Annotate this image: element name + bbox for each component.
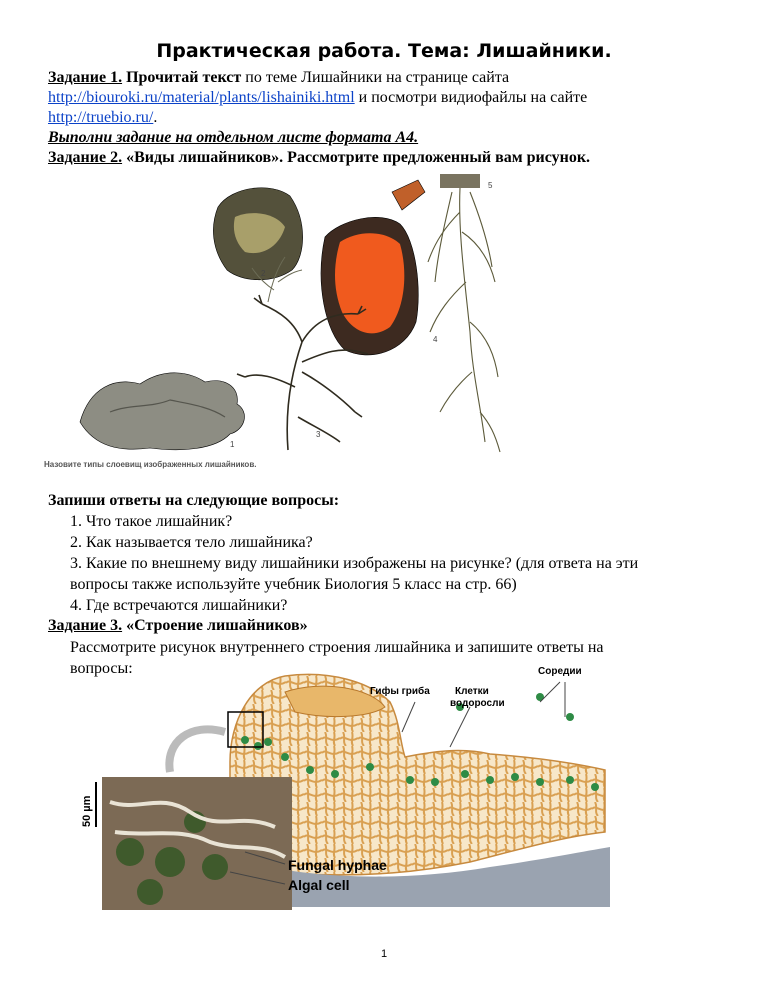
link-biouroki[interactable]: http://biouroki.ru/material/plants/lishainiki.html <box>48 89 355 106</box>
fig1-number-5: 5 <box>488 181 493 190</box>
label-fungal-hyphae: Fungal hyphae <box>288 857 387 873</box>
task1-text1: по теме Лишайники на странице сайта <box>241 69 510 86</box>
task3-label: Задание 3. <box>48 617 123 634</box>
task1-text2: и посмотри видиофайлы на сайте <box>354 89 588 106</box>
task3-body-1: Рассмотрите рисунок внутреннего строения лишайника и запишите ответы на <box>70 639 604 656</box>
task1-line3 <box>48 108 157 128</box>
inset-arrow-icon <box>169 729 225 772</box>
page-title: Практическая работа. Тема: Лишайники. <box>156 40 612 62</box>
label-soredia: Соредии <box>538 666 582 677</box>
task1-text3: . <box>153 109 158 126</box>
lichen-structure-figure <box>70 662 610 914</box>
question-2: 2. Как называется тело лишайника? <box>70 534 313 551</box>
task1-line1 <box>48 68 509 88</box>
label-hyphae-ru: Гифы гриба <box>370 686 430 697</box>
instruction: Выполни задание на отдельном листе формата А4. <box>48 129 419 146</box>
fig1-number-1: 1 <box>230 440 235 449</box>
task3-line <box>48 616 308 636</box>
fig1-number-3: 3 <box>316 430 321 439</box>
task2-text: «Виды лишайников». Рассмотрите предложенный вам рисунок. <box>122 149 591 166</box>
task1-line2 <box>48 88 587 108</box>
link-truebio[interactable]: http://truebio.ru/ <box>48 109 154 126</box>
page-number: 1 <box>380 948 388 960</box>
fig1-number-4: 4 <box>433 335 438 344</box>
svg-text:50 µm: 50 µm <box>81 795 93 827</box>
label-algae-ru-1: Клетки <box>455 686 489 697</box>
instruction-line <box>48 128 418 148</box>
lichen-beard <box>428 174 500 452</box>
fig1-caption: Назовите типы слоевищ изображенных лишайников. <box>44 460 257 469</box>
task3-text: «Строение лишайников» <box>122 617 308 634</box>
lichen-foliose <box>80 373 244 450</box>
task1-label: Задание 1. <box>48 69 123 86</box>
task2-line <box>48 148 590 168</box>
question-3: 3. Какие по внешнему виду лишайники изображены на рисунке? (для ответа на эти <box>70 555 639 572</box>
task2-label: Задание 2. <box>48 149 123 166</box>
lichen-types-figure <box>40 172 510 475</box>
label-algae-ru-2: водоросли <box>450 698 505 709</box>
scale-bar <box>81 782 96 827</box>
question-4: 4. Где встречаются лишайники? <box>70 597 288 614</box>
label-algal-cell: Algal cell <box>288 877 350 893</box>
task3-body-2: вопросы: <box>70 660 133 677</box>
question-3-cont: вопросы также используйте учебник Биология 5 класс на стр. 66) <box>70 576 517 593</box>
question-1: 1. Что такое лишайник? <box>70 513 233 530</box>
task1-bold: Прочитай текст <box>126 69 242 86</box>
fig1-number-2: 2 <box>261 269 266 278</box>
questions-heading: Запиши ответы на следующие вопросы: <box>48 492 340 509</box>
